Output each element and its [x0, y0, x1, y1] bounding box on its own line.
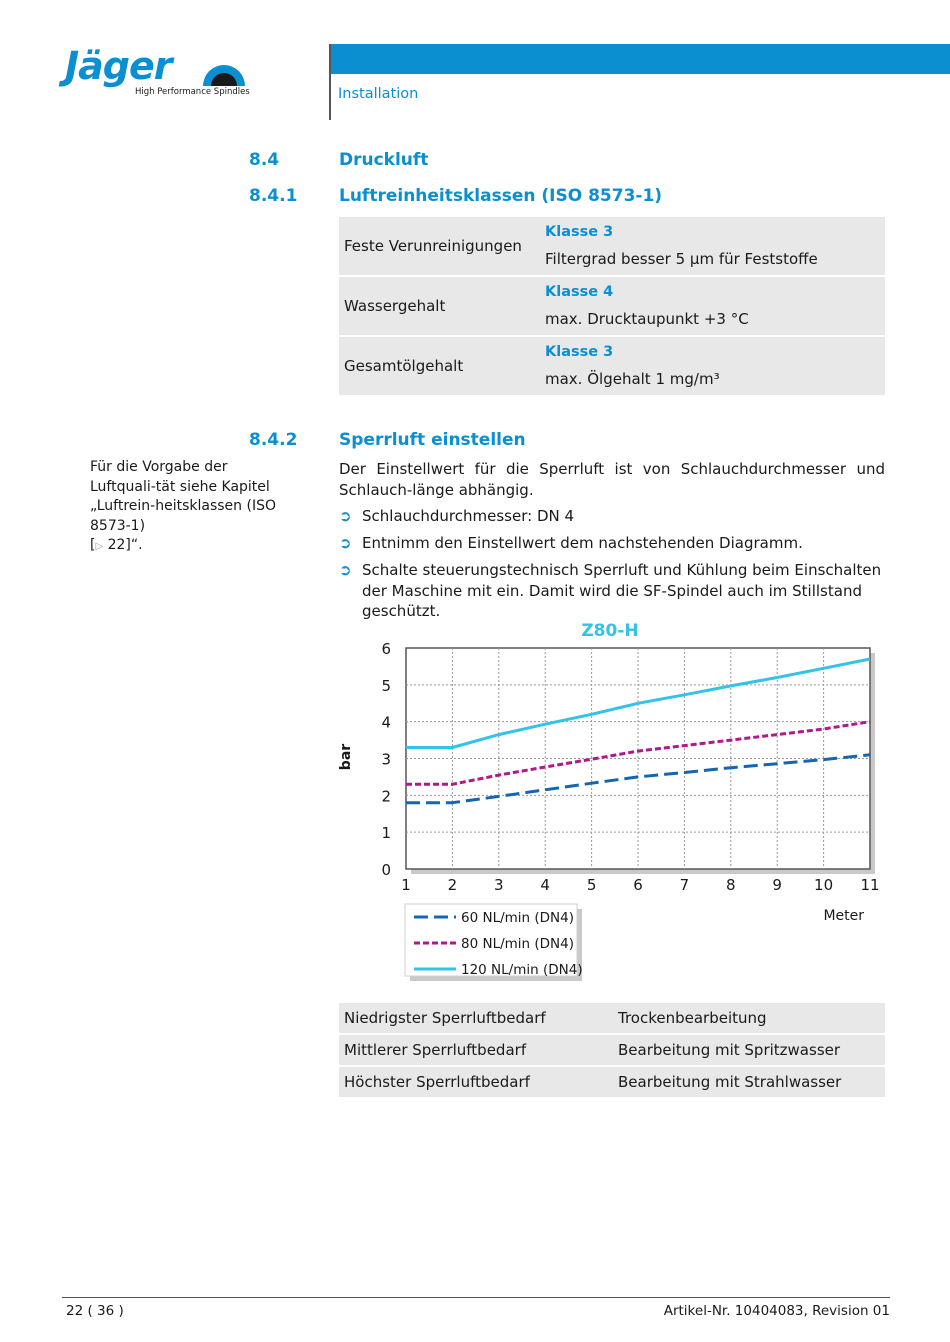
demand-table [339, 1001, 885, 1099]
x-axis-label: Meter [823, 908, 864, 924]
list-item [339, 533, 885, 554]
x-tick-label: 2 [447, 876, 458, 894]
purity-value: max. Ölgehalt 1 mg/m³ [545, 370, 720, 388]
demand-level: Niedrigster Sperrluftbedarf [339, 1003, 617, 1033]
y-tick-label: 5 [381, 676, 391, 695]
legend-label: 80 NL/min (DN4) [461, 936, 575, 952]
demand-use: Bearbeitung mit Strahlwasser [617, 1067, 885, 1097]
step-arrow-icon: ➲ [339, 534, 352, 552]
header-divider [329, 44, 331, 120]
legend-label: 120 NL/min (DN4) [461, 962, 583, 978]
y-tick-label: 6 [381, 640, 391, 658]
x-tick-label: 7 [679, 876, 690, 894]
purity-value: max. Drucktaupunkt +3 °C [545, 310, 749, 328]
purity-class: Klasse 3 [545, 344, 614, 360]
cross-reference-link[interactable] [90, 537, 131, 553]
sealing-air-chart [330, 612, 890, 992]
purity-cell [544, 277, 885, 335]
x-tick-label: 6 [633, 876, 643, 894]
purity-label: Feste Verunreinigungen [339, 217, 544, 275]
instruction-steps [339, 506, 885, 628]
purity-class: Klasse 4 [545, 284, 614, 300]
list-item [339, 506, 885, 527]
footer-divider [62, 1297, 890, 1298]
header-bar [331, 44, 950, 74]
page-number: 22 ( 36 ) [66, 1303, 124, 1319]
purity-cell [544, 217, 885, 275]
x-tick-label: 5 [586, 876, 597, 894]
y-tick-label: 4 [381, 713, 391, 732]
step-arrow-icon: ➲ [339, 507, 352, 525]
x-tick-label: 3 [494, 876, 504, 894]
subsection-number: 8.4.1 [249, 186, 298, 206]
article-number: Artikel-Nr. 10404083, Revision 01 [663, 1303, 890, 1319]
table-row [339, 1003, 885, 1033]
table-row [339, 217, 885, 275]
table-row [339, 277, 885, 335]
subsection-title: Luftreinheitsklassen (ISO 8573-1) [339, 186, 663, 206]
purity-label: Wassergehalt [339, 277, 544, 335]
ref-close: “. [130, 537, 143, 553]
chart-title: Z80-H [581, 621, 639, 641]
section-title: Druckluft [339, 150, 429, 170]
demand-level: Mittlerer Sperrluftbedarf [339, 1035, 617, 1065]
x-tick-label: 4 [540, 876, 550, 894]
y-tick-label: 3 [381, 750, 391, 769]
subsection-title: Sperrluft einstellen [339, 430, 526, 450]
page-ref-arrow-icon: ▷ [95, 541, 104, 552]
purity-class: Klasse 3 [545, 224, 614, 240]
header-section-title: Installation [338, 86, 419, 102]
step-arrow-icon: ➲ [339, 561, 352, 579]
air-purity-table [339, 215, 885, 397]
legend-label: 60 NL/min (DN4) [461, 910, 575, 926]
demand-use: Bearbeitung mit Spritzwasser [617, 1035, 885, 1065]
side-note-text: Für die Vorgabe der Luftquali-tät siehe Kapitel „Luftrein-heitsklassen (ISO 8573-1) [90, 459, 276, 534]
purity-value: Filtergrad besser 5 µm für Feststoffe [545, 250, 818, 268]
demand-use: Trockenbearbeitung [617, 1003, 885, 1033]
x-tick-label: 9 [772, 876, 782, 894]
company-logo [65, 44, 250, 102]
logo-wordmark: Jäger [65, 44, 172, 88]
demand-level: Höchster Sperrluftbedarf [339, 1067, 617, 1097]
y-tick-label: 2 [381, 787, 391, 806]
x-tick-label: 10 [814, 876, 834, 894]
ref-page: 22] [103, 537, 131, 553]
section-number: 8.4 [249, 150, 280, 170]
subsection-number: 8.4.2 [249, 430, 298, 450]
x-tick-label: 11 [860, 876, 880, 894]
x-tick-label: 8 [726, 876, 736, 894]
logo-dome-icon [201, 62, 247, 88]
purity-cell [544, 337, 885, 395]
y-tick-label: 1 [381, 824, 391, 843]
step-text: Schalte steuerungstechnisch Sperrluft und Kühlung beim Einschalten der Maschine mit ein. Damit wird die SF-Spindel auch im Stillstand geschützt. [362, 561, 882, 620]
intro-paragraph: Der Einstellwert für die Sperrluft ist von Schlauchdurchmesser und Schlauch-länge abhängig. [339, 460, 885, 499]
logo-subtitle: High Performance Spindles [135, 87, 250, 97]
ref-bracket: [ [90, 537, 96, 553]
step-text: Schlauchdurchmesser: DN 4 [362, 507, 575, 525]
side-note [90, 458, 290, 557]
step-text: Entnimm den Einstellwert dem nachstehenden Diagramm. [362, 534, 803, 552]
y-axis-label: bar [338, 743, 354, 771]
table-row [339, 337, 885, 395]
y-tick-label: 0 [381, 861, 391, 879]
table-row [339, 1067, 885, 1097]
table-row [339, 1035, 885, 1065]
purity-label: Gesamtölgehalt [339, 337, 544, 395]
chart-legend [405, 904, 583, 981]
x-tick-label: 1 [401, 876, 411, 894]
